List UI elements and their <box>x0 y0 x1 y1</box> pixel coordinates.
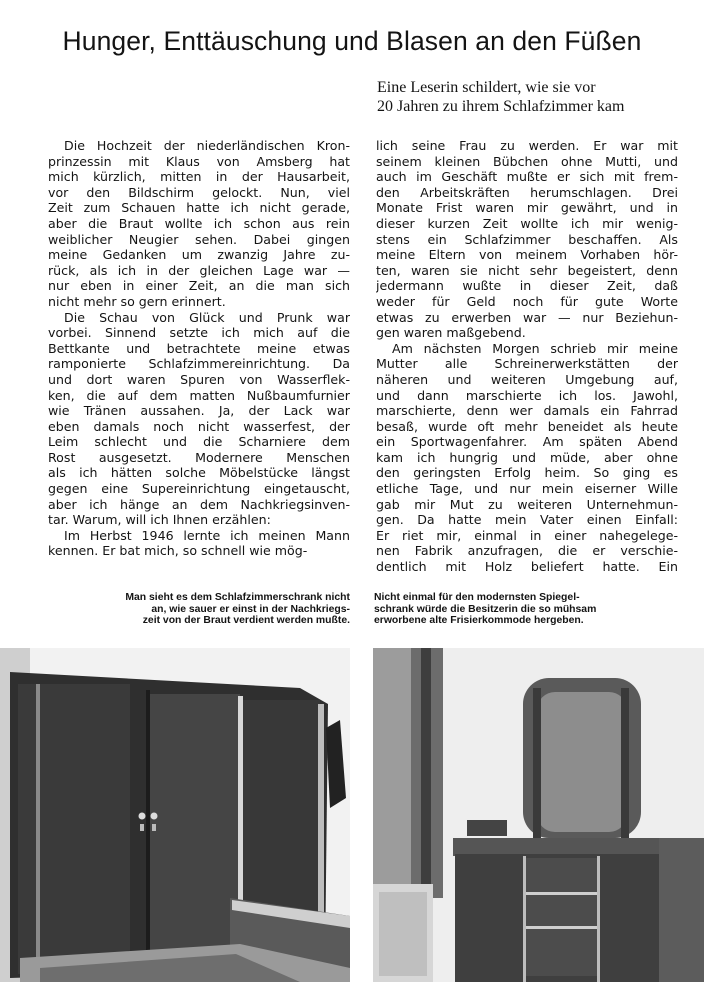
text-line: und dort waren Spuren von Wasserflek- <box>48 371 350 387</box>
text-line: rück, als ich in der gleichen Lage war — <box>48 262 350 278</box>
text-line: gab mir Mut zu weiteren Unternehmun- <box>376 496 678 512</box>
text-line: tar. Warum, will ich Ihnen erzählen: <box>48 512 271 528</box>
text-line: kennen. Er bat mich, so schnell wie mög- <box>48 543 308 559</box>
caption-line: erworbene alte Frisierkommode hergeben. <box>374 615 584 627</box>
text-line: weiblicher Neugier sehen. Dabei gingen <box>48 231 350 247</box>
text-line: Am nächsten Morgen schrieb mir meine <box>392 340 678 356</box>
caption-line: an, wie sauer er einst in der Nachkriegs- <box>151 603 350 615</box>
subtitle-line: Eine Leserin schildert, wie sie vor <box>377 79 596 96</box>
text-line: ramponierte Schlafzimmereinrichtung. Da <box>48 356 350 372</box>
text-line: eben damals noch nicht wasserfest, der <box>48 418 350 434</box>
text-line: nicht mehr so gern erinnert. <box>48 293 226 309</box>
text-line: nen Fabrik anzufragen, die er verschie- <box>376 543 678 559</box>
article-title: Hunger, Enttäuschung und Blasen an den Füßen <box>62 26 642 56</box>
text-line: vorbei. Sinnend setzte ich mich auf die <box>48 325 350 341</box>
text-line: mich kürzlich, mitten in der Hausarbeit, <box>48 169 350 185</box>
article-subtitle <box>377 78 697 116</box>
text-line: Leim schlecht und die Scharniere dem <box>48 434 350 450</box>
text-line: kam ich hungrig und müde, aber ohne <box>376 449 678 465</box>
text-line: marschierte, denn wer damals ein Fahrrad <box>376 403 678 419</box>
text-line: Rost ausgesetzt. Modernere Menschen <box>48 449 350 465</box>
text-line: stens ein Schlafzimmer beschaffen. Als <box>376 231 678 247</box>
text-line: meine Eltern von meinem Vorhaben hör- <box>376 247 678 263</box>
text-line: weder für Geld noch für gute Worte <box>376 293 678 309</box>
text-line: Mutter alle Schreinerwerkstätten der <box>376 356 678 372</box>
text-line: auch im Geschäft mußte er sich mit frem- <box>376 169 678 185</box>
caption-line: zeit von der Braut verdient werden mußte. <box>142 615 350 627</box>
text-line: meine Gedanken um zwanzig Jahre zu- <box>48 247 350 263</box>
photo-dresser <box>373 648 704 982</box>
text-line: ein Sportwagenfahrer. Am späten Abend <box>376 434 678 450</box>
text-line: lich seine Frau zu werden. Er war mit <box>376 138 678 153</box>
text-line: den geringsten Erfolg heim. So ging es <box>376 465 678 481</box>
text-line: den Arbeitskräften herumschlagen. Drei <box>376 184 678 200</box>
text-line: Zeit zum Schauen hatte ich nicht gerade, <box>48 200 350 216</box>
text-line: aber die Braut wollte ich schon aus rein <box>48 215 350 231</box>
text-line: vor den Bildschirm gelockt. Nun, viel <box>48 184 350 200</box>
subtitle-line: 20 Jahren zu ihrem Schlafzimmer kam <box>377 98 625 115</box>
photo-caption-left <box>46 592 350 627</box>
text-line: prinzessin mit Klaus von Amsberg hat <box>48 153 350 169</box>
text-line: etwas zu erwerben war — nur Beziehun- <box>376 309 678 325</box>
photo-caption-right <box>374 592 680 627</box>
text-line: Die Hochzeit der niederländischen Kron- <box>64 138 350 153</box>
article-column-right <box>376 138 678 575</box>
text-line: gegen eine Supereinrichtung eingetauscht, <box>48 481 350 497</box>
text-line: dieser kurzen Zeit wollte ich mir wenig- <box>376 215 678 231</box>
text-line: ten, waren sie nicht sehr begeistert, denn <box>376 262 678 278</box>
caption-line: Nicht einmal für den modernsten Spiegel- <box>374 592 580 603</box>
text-line: gen. Da hatte mein Vater einen Einfall: <box>376 512 678 528</box>
text-line: Die Schau von Glück und Prunk war <box>64 309 350 325</box>
text-line: Im Herbst 1946 lernte ich meinen Mann <box>64 527 350 543</box>
text-line: ken, die auf dem matten Nußbaumfurnier <box>48 387 350 403</box>
text-line: und dann marschierte ich los. Jawohl, <box>376 387 678 403</box>
text-line: gen waren maßgebend. <box>376 325 526 341</box>
caption-line: schrank würde die Besitzerin die so mühsam <box>374 603 597 615</box>
text-line: als ich hätten solche Möbelstücke längst <box>48 465 350 481</box>
text-line: nur eben in einer Zeit, an die man sich <box>48 278 350 294</box>
text-line: Bettkante und betrachtete meine etwas <box>48 340 350 356</box>
text-line: näheren und weiteren Umgebung auf, <box>376 371 678 387</box>
text-line: aber ich hänge an dem Nachkriegsinven- <box>48 496 350 512</box>
text-line: wie Tränen aussahen. Ja, der Lack war <box>48 403 350 419</box>
caption-line: Man sieht es dem Schlafzimmerschrank nicht <box>125 592 350 603</box>
article-column-left <box>48 138 350 559</box>
text-line: jedermann wußte in dieser Zeit, daß <box>376 278 678 294</box>
text-line: Er riet mir, einmal in einer nahegelege- <box>376 527 678 543</box>
text-line: besaß, wurde oft mehr beneidet als heute <box>376 418 678 434</box>
text-line: Monate Frist waren mir gewährt, und in <box>376 200 678 216</box>
text-line: dentlich mit Holz beliefert hatte. Ein <box>376 559 678 575</box>
text-line: seinem kleinen Bübchen ohne Mutti, und <box>376 153 678 169</box>
text-line: etliche Tage, und nur mein eiserner Wille <box>376 481 678 497</box>
photo-wardrobe <box>0 648 350 982</box>
